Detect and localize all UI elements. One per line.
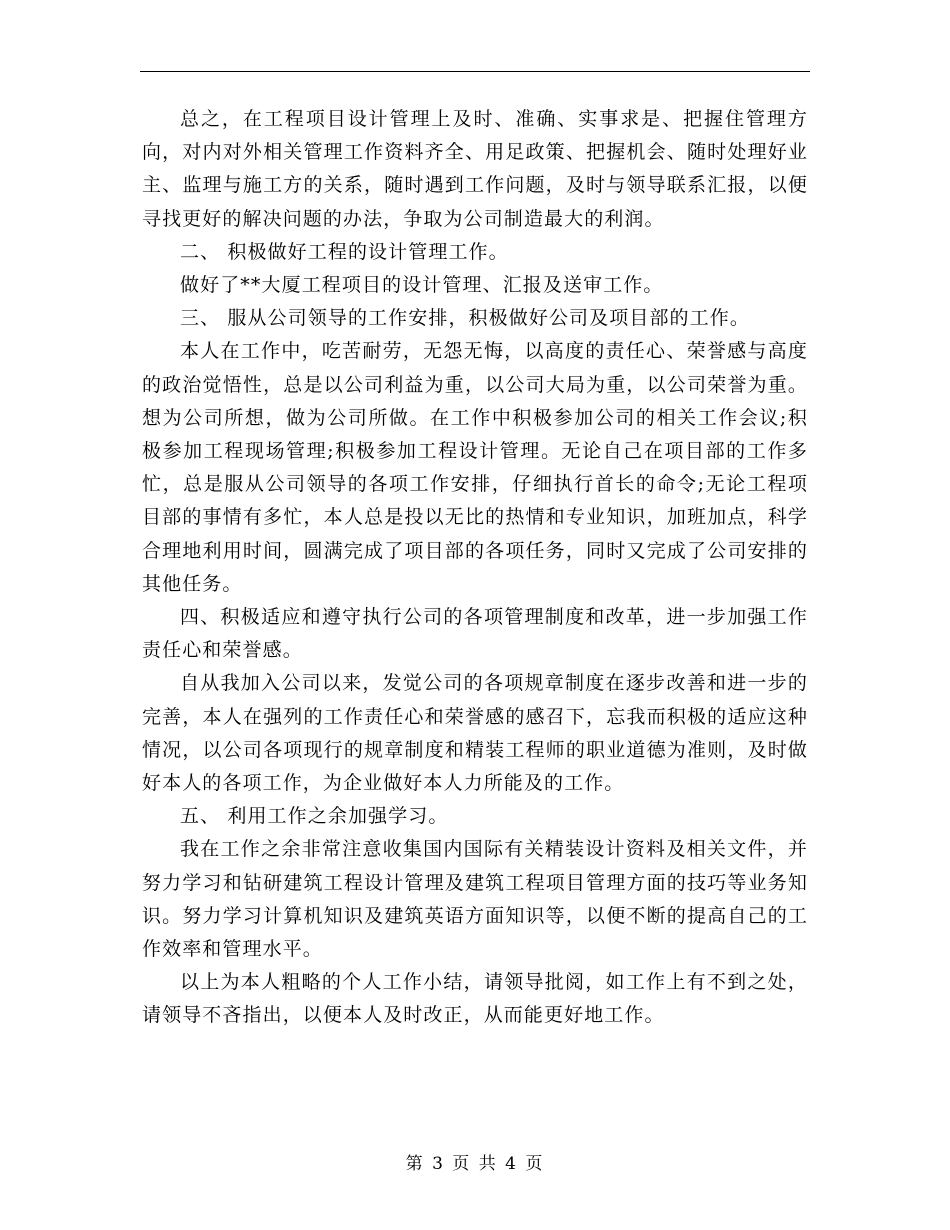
paragraph-design-management: 做好了**大厦工程项目的设计管理、汇报及送审工作。 xyxy=(180,274,664,297)
document-body xyxy=(142,103,808,1033)
section-heading-5: 五、 利用工作之余加强学习。 xyxy=(180,805,449,828)
paragraph-summary: 总之，在工程项目设计管理上及时、准确、实事求是、把握住管理方向，对内对外相关管理工作资料齐全、用足政策、把握机会、随时处理好业主、监理与施工方的关系，随时遇到工作问题，及时与领导联系汇报，以便寻找更好的解决问题的办法，争取为公司制造最大的利润。 xyxy=(142,108,808,230)
paragraph-closing: 以上为本人粗略的个人工作小结，请领导批阅，如工作上有不到之处，请领导不吝指出，以便本人及时改正，从而能更好地工作。 xyxy=(142,971,808,1027)
section-heading-3: 三、 服从公司领导的工作安排，积极做好公司及项目部的工作。 xyxy=(180,307,750,330)
paragraph-learning: 我在工作之余非常注意收集国内国际有关精装设计资料及相关文件，并努力学习和钻研建筑工程设计管理及建筑工程项目管理方面的技巧等业务知识。努力学习计算机知识及建筑英语方面知识等，以便不断的提高自己的工作效率和管理水平。 xyxy=(142,838,808,961)
paragraph-regulations: 自从我加入公司以来，发觉公司的各项规章制度在逐步改善和进一步的完善，本人在强列的工作责任心和荣誉感的感召下，忘我而积极的适应这种情况，以公司各项现行的规章制度和精装工程师的职业道德为准则，及时做好本人的各项工作，为企业做好本人力所能及的工作。 xyxy=(142,672,808,795)
header-rule xyxy=(140,71,810,72)
section-heading-2: 二、 积极做好工程的设计管理工作。 xyxy=(180,240,509,263)
section-heading-4: 四、积极适应和遵守执行公司的各项管理制度和改革，进一步加强工作责任心和荣誉感。 xyxy=(142,606,808,662)
paragraph-work-attitude: 本人在工作中，吃苦耐劳，无怨无悔，以高度的责任心、荣誉感与高度的政治觉悟性，总是以公司利益为重，以公司大局为重，以公司荣誉为重。想为公司所想，做为公司所做。在工作中积极参加公司的相关工作会议;积极参加工程现场管理;积极参加工程设计管理。无论自己在项目部的工作多忙，总是服从公司领导的各项工作安排，仔细执行首长的命令;无论工程项目部的事情有多忙，本人总是投以无比的热情和专业知识，加班加点，科学合理地利用时间，圆满完成了项目部的各项任务，同时又完成了公司安排的其他任务。 xyxy=(142,340,808,595)
page-number: 第 3 页 共 4 页 xyxy=(405,1154,545,1174)
